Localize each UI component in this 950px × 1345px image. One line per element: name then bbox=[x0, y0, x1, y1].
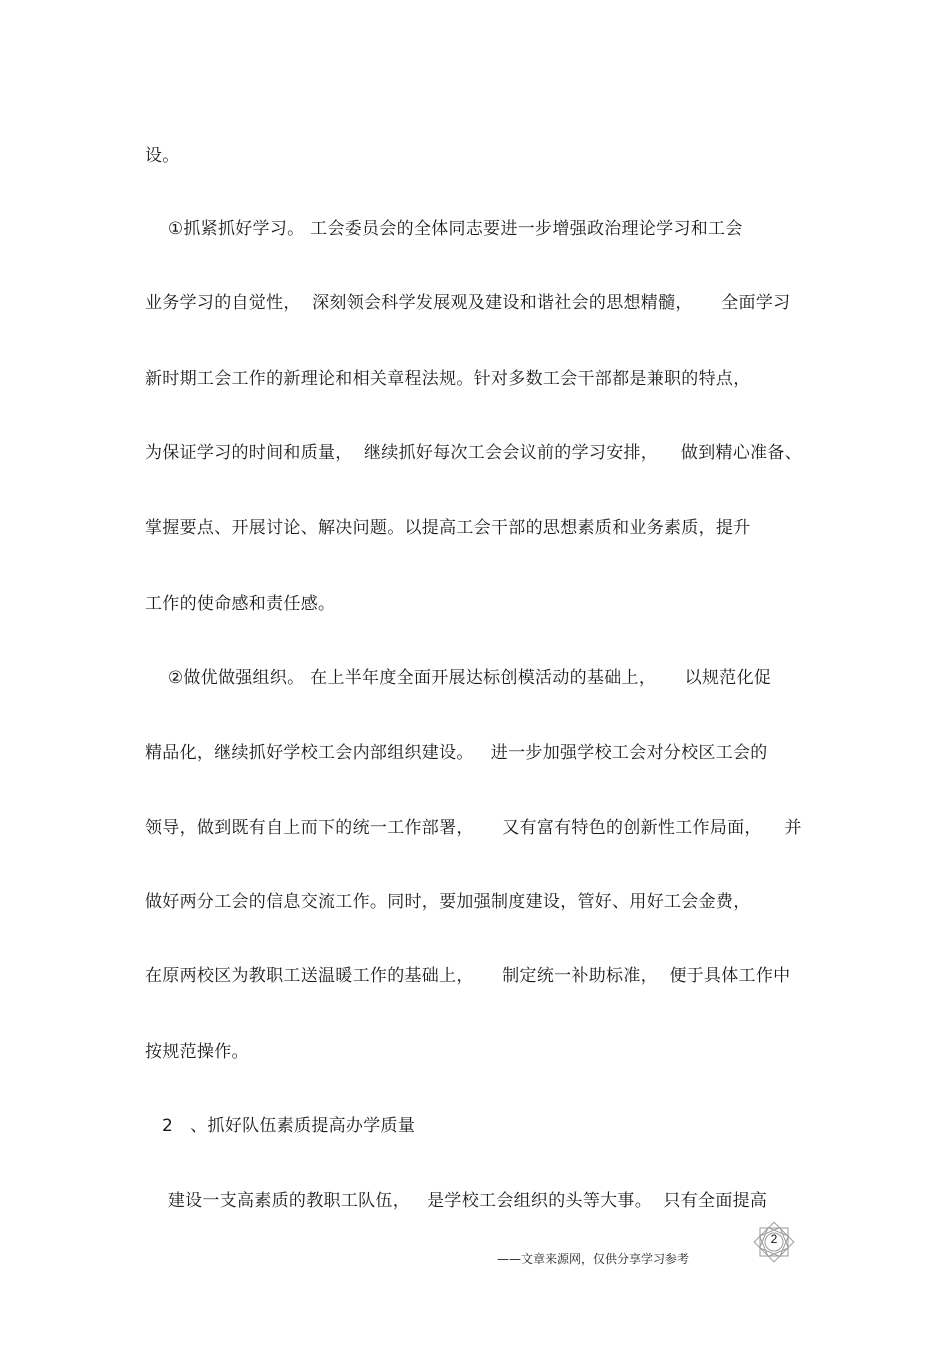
paragraph-line: 领导，做到既有自上而下的统一工作部署， 又有富有特色的创新性工作局面， 并 bbox=[145, 818, 802, 838]
paragraph-line: 设。 bbox=[145, 146, 180, 166]
paragraph-line: 工作的使命感和责任感。 bbox=[145, 594, 336, 614]
page-number: 2 bbox=[770, 1232, 778, 1246]
paragraph-line: 做好两分工会的信息交流工作。同时，要加强制度建设，管好、用好工会金费， bbox=[145, 892, 751, 912]
page-number-badge bbox=[750, 1218, 798, 1266]
section-heading: 2 、抓好队伍素质提高办学质量 bbox=[162, 1116, 416, 1136]
paragraph-line: 业务学习的自觉性， 深刻领会科学发展观及建设和谐社会的思想精髓， 全面学习 bbox=[145, 293, 791, 313]
paragraph-line: 建设一支高素质的教职工队伍， 是学校工会组织的头等大事。 只有全面提高 bbox=[145, 1191, 768, 1211]
paragraph-line: 在原两校区为教职工送温暖工作的基础上， 制定统一补助标准， 便于具体工作中 bbox=[145, 966, 791, 986]
paragraph-line: 为保证学习的时间和质量， 继续抓好每次工会会议前的学习安排， 做到精心准备、 bbox=[145, 443, 803, 463]
paragraph-line: 掌握要点、开展讨论、解决问题。以提高工会干部的思想素质和业务素质，提升 bbox=[145, 518, 751, 538]
paragraph-line: 按规范操作。 bbox=[145, 1042, 249, 1062]
paragraph-line: 新时期工会工作的新理论和相关章程法规。针对多数工会干部都是兼职的特点， bbox=[145, 369, 751, 389]
paragraph-line: ①抓紧抓好学习。 工会委员会的全体同志要进一步增强政治理论学习和工会 bbox=[145, 219, 743, 239]
paragraph-line: 精品化，继续抓好学校工会内部组织建设。 进一步加强学校工会对分校区工会的 bbox=[145, 743, 768, 763]
footer-source-note: ——文章来源网，仅供分享学习参考 bbox=[497, 1252, 690, 1266]
paragraph-line: ②做优做强组织。 在上半年度全面开展达标创模活动的基础上， 以规范化促 bbox=[145, 668, 772, 688]
